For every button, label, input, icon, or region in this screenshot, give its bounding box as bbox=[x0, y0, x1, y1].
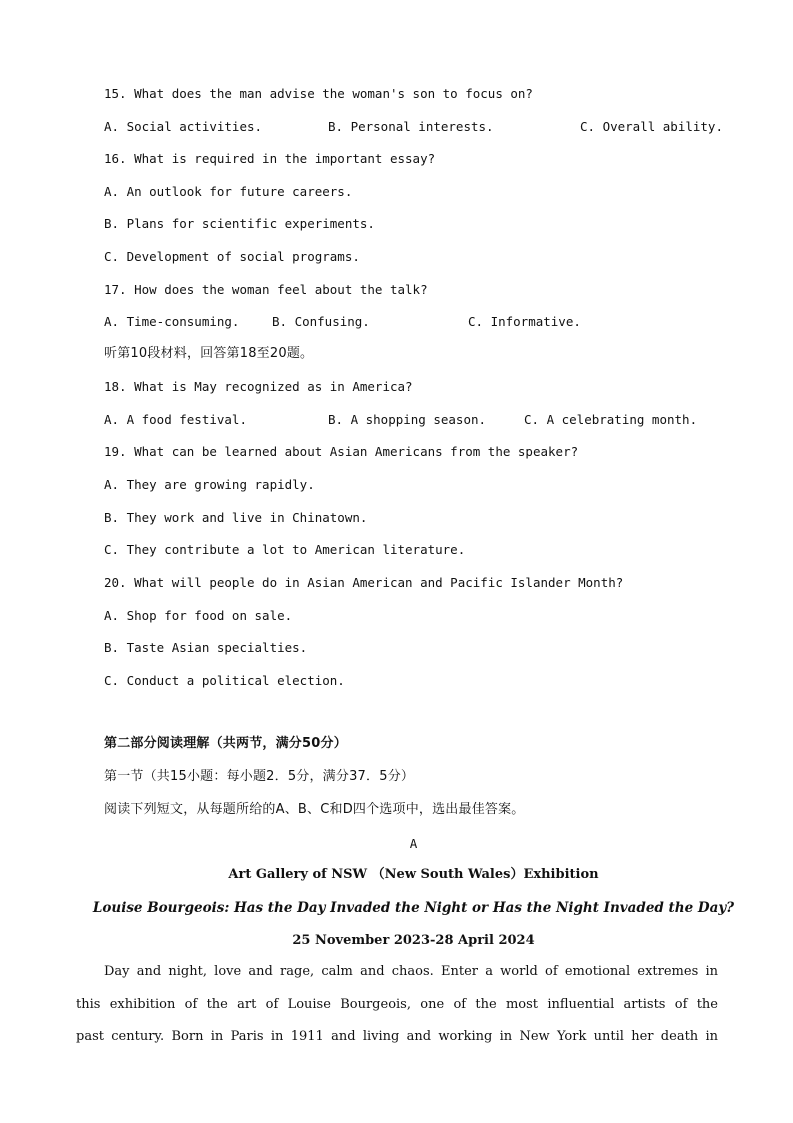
passage-subtitle: Louise Bourgeois: Has the Day Invaded the Night or Has the Night Invaded the Day? bbox=[92, 900, 735, 916]
passage-title: Art Gallery of NSW （New South Wales）Exhibition bbox=[228, 867, 599, 882]
q19-question: 19. What can be learned about Asian Americans from the speaker? bbox=[104, 444, 579, 459]
q18-option-b: B. A shopping season. bbox=[328, 412, 487, 427]
q20-option-c: C. Conduct a political election. bbox=[104, 673, 345, 688]
q19-option-b: B. They work and live in Chinatown. bbox=[104, 510, 368, 525]
q16-option-b: B. Plans for scientific experiments. bbox=[104, 216, 375, 231]
q20-option-b: B. Taste Asian specialties. bbox=[104, 640, 308, 655]
passage-letter: A bbox=[409, 836, 418, 851]
q16-option-c: C. Development of social programs. bbox=[104, 249, 360, 264]
part2-instruction: 阅读下列短文，从每题所给的A、B、C和D四个选项中，选出最佳答案。 bbox=[104, 802, 525, 817]
q19-option-c: C. They contribute a lot to American literature. bbox=[104, 542, 466, 557]
passage-line-1: Day and night, love and rage, calm and chaos. Enter a world of emotional extremes in bbox=[104, 964, 718, 979]
q17-option-a: A. Time-consuming. bbox=[104, 314, 240, 329]
q16-question: 16. What is required in the important essay? bbox=[104, 151, 436, 166]
q17-question: 17. How does the woman feel about the talk? bbox=[104, 282, 428, 297]
passage-line-2: this exhibition of the art of Louise Bourgeois, one of the most influential artists of the bbox=[76, 997, 718, 1012]
part2-heading: 第二部分阅读理解（共两节，满分50分） bbox=[104, 736, 347, 751]
passage-line-3: past century. Born in Paris in 1911 and living and working in New York until her death in bbox=[76, 1029, 718, 1044]
q15-option-c: C. Overall ability. bbox=[580, 119, 723, 134]
q17-option-b: B. Confusing. bbox=[272, 314, 370, 329]
q17-option-c: C. Informative. bbox=[468, 314, 581, 329]
q20-question: 20. What will people do in Asian American and Pacific Islander Month? bbox=[104, 575, 624, 590]
q18-option-a: A. A food festival. bbox=[104, 412, 247, 427]
q19-option-a: A. They are growing rapidly. bbox=[104, 477, 315, 492]
section-note: 听第10段材料，回答第18至20题。 bbox=[104, 346, 314, 361]
q15-option-a: A. Social activities. bbox=[104, 119, 263, 134]
q16-option-a: A. An outlook for future careers. bbox=[104, 184, 353, 199]
q18-option-c: C. A celebrating month. bbox=[524, 412, 698, 427]
q15-option-b: B. Personal interests. bbox=[328, 119, 494, 134]
q20-option-a: A. Shop for food on sale. bbox=[104, 608, 293, 623]
part2-section1: 第一节（共15小题：每小题2．5分，满分37．5分） bbox=[104, 769, 415, 784]
q15-question: 15. What does the man advise the woman's son to focus on? bbox=[104, 86, 533, 101]
passage-dates: 25 November 2023-28 April 2024 bbox=[292, 933, 535, 948]
q18-question: 18. What is May recognized as in America? bbox=[104, 379, 413, 394]
